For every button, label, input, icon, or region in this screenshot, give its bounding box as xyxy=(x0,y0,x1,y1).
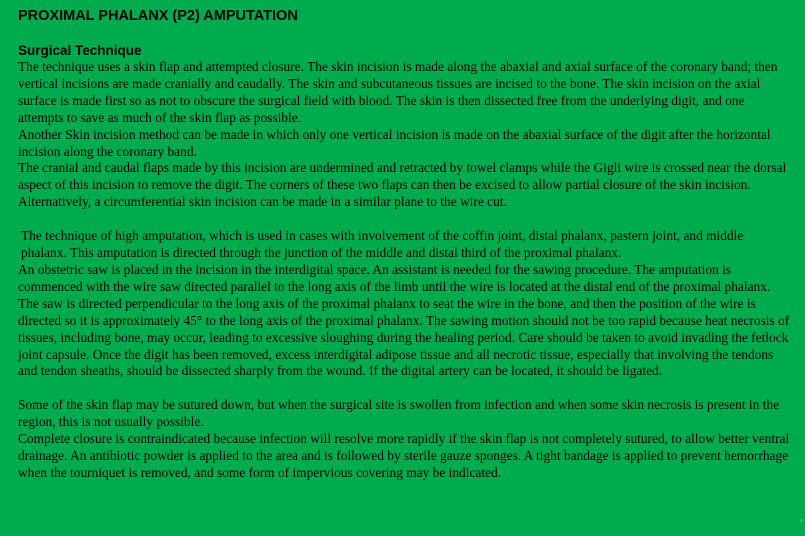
paragraph-closure: Complete closure is contraindicated because infection will resolve more rapidly if the skin flap is not completely sutured, to allow better ventral drainage. An antibiotic powder is applied to the area and is followed by sterile gauze sponges. A tight bandage is applied to prevent hemorrhage when the tourniquet is removed, and some form of impervious covering may be indicated. xyxy=(18,431,790,480)
paragraph-suturing: Some of the skin flap may be sutured down, but when the surgical site is swollen from infection and when some skin necrosis is present in the region, this is not usually possible. xyxy=(18,397,780,430)
page-title: PROXIMAL PHALANX (P2) AMPUTATION xyxy=(18,8,298,24)
section-heading: Surgical Technique xyxy=(18,43,142,58)
paragraph-obstetric-saw: An obstetric saw is placed in the incision in the interdigital space. An assistant is needed for the sawing procedure. The amputation is commenced with the wire saw directed parallel to the long axis of the limb until the wire is located at the distal end of the proximal phalanx. The saw is directed perpendicular to the long axis of the proximal phalanx to seat the wire in the bone, and then the position of the wire is directed so it is approximately 45° to the long axis of the proximal phalanx. The sawing motion should not be too rapid because heat necrosis of tissues, including bone, may occur, leading to excessive sloughing during the healing period. Care should be taken to avoid invading the fetlock joint capsule. Once the digit has been removed, excess interdigital adipose tissue and all necrotic tissue, especially that involving the tendons and tendon sheaths, should be dissected sharply from the wound. If the digital artery can be located, it should be ligated. xyxy=(18,261,790,379)
paragraph-alt-incision: Another Skin incision method can be made in which only one vertical incision is made on the abaxial surface of the digit after the horizontal incision along the coronary band. xyxy=(18,126,771,159)
paragraph-flaps: The cranial and caudal flaps made by this incision are undermined and retracted by towel clamps while the Gigli wire is crossed near the dorsal aspect of this incision to remove the digit. The corners of these two flaps can then be excised to allow partial closure of the skin incision. Alternatively, a circumferential skin incision can be made in a similar plane to the wire cut. xyxy=(18,160,787,210)
paragraph-spacer xyxy=(18,380,793,397)
paragraph-spacer xyxy=(18,211,793,228)
paragraph-high-amputation: The technique of high amputation, which is used in cases with involvement of the coffin joint, distal phalanx, pastern joint, and middle phalanx. This amputation is directed through the junction of the middle and distal third of the proximal phalanx. xyxy=(21,228,744,261)
paragraph-skin-flap: The technique uses a skin flap and attempted closure. The skin incision is made along the abaxial and axial surface of the coronary band; then vertical incisions are made cranially and caudally. The skin and subcutaneous tissues are incised to the bone. The skin incision on the axial surface is made first so as not to obscure the surgical field with blood. The skin is then dissected free from the underlying digit, and one attempts to save as much of the skin flap as possible. xyxy=(18,59,778,125)
slide-content xyxy=(18,7,793,482)
corner-mark xyxy=(800,519,803,522)
